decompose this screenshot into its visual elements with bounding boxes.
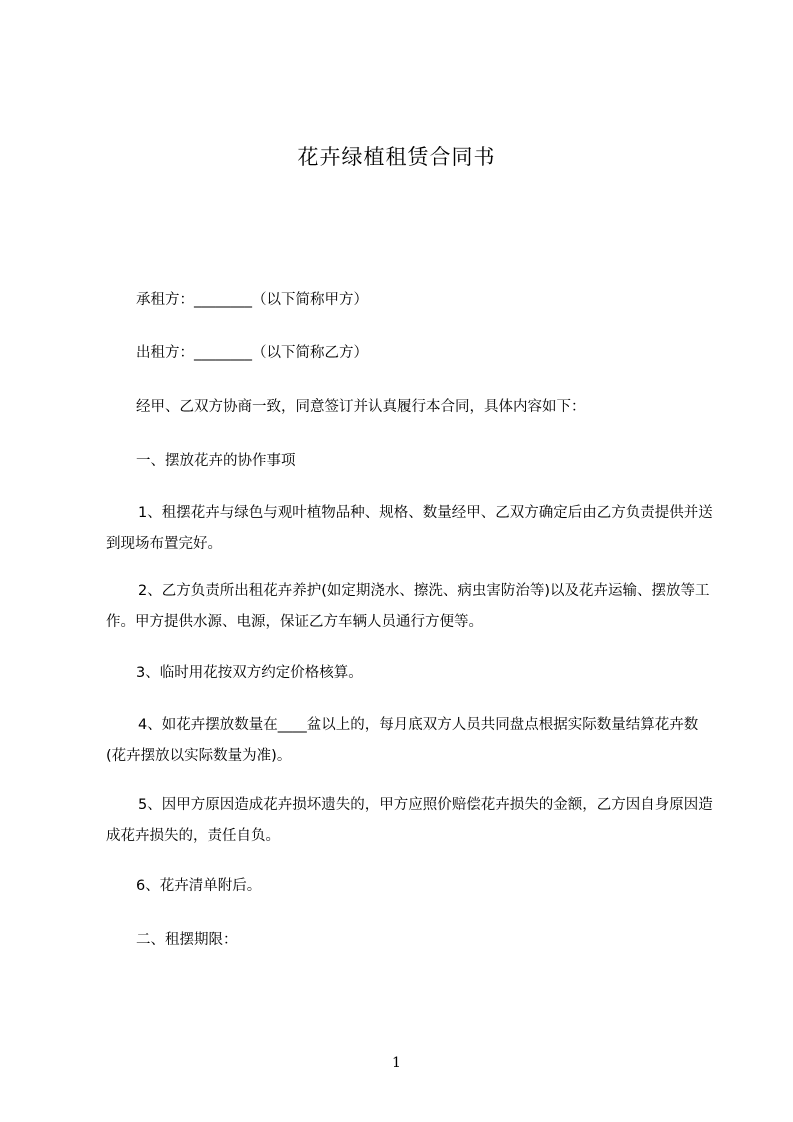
- lessee-line: 承租方：________（以下简称甲方）: [136, 292, 368, 308]
- clause-3: 3、临时用花按双方约定价格核算。: [136, 665, 363, 681]
- lessor-line: 出租方：________（以下简称乙方）: [136, 345, 368, 361]
- section-heading-2: 二、租摆期限：: [136, 932, 238, 948]
- clause-5: 5、因甲方原因造成花卉损坏遗失的，甲方应照价赔偿花卉损失的金额，乙方因自身原因造成花卉损失的，责任自负。: [106, 797, 713, 844]
- document-title: 花卉绿植租赁合同书: [297, 145, 496, 169]
- page-number: 1: [392, 1055, 401, 1071]
- section-heading-1: 一、摆放花卉的协作事项: [136, 453, 296, 469]
- clause-2: 2、乙方负责所出租花卉养护(如定期浇水、擦洗、病虫害防治等)以及花卉运输、摆放等工作。甲方提供水源、电源，保证乙方车辆人员通行方便等。: [106, 583, 710, 630]
- clause-4: 4、如花卉摆放数量在____盆以上的，每月底双方人员共同盘点根据实际数量结算花卉数(花卉摆放以实际数量为准)。: [106, 717, 699, 764]
- clause-1: 1、租摆花卉与绿色与观叶植物品种、规格、数量经甲、乙双方确定后由乙方负责提供并送到现场布置完好。: [106, 505, 713, 552]
- intro-paragraph: 经甲、乙双方协商一致，同意签订并认真履行本合同，具体内容如下：: [136, 399, 586, 415]
- clause-6: 6、花卉清单附后。: [136, 878, 262, 894]
